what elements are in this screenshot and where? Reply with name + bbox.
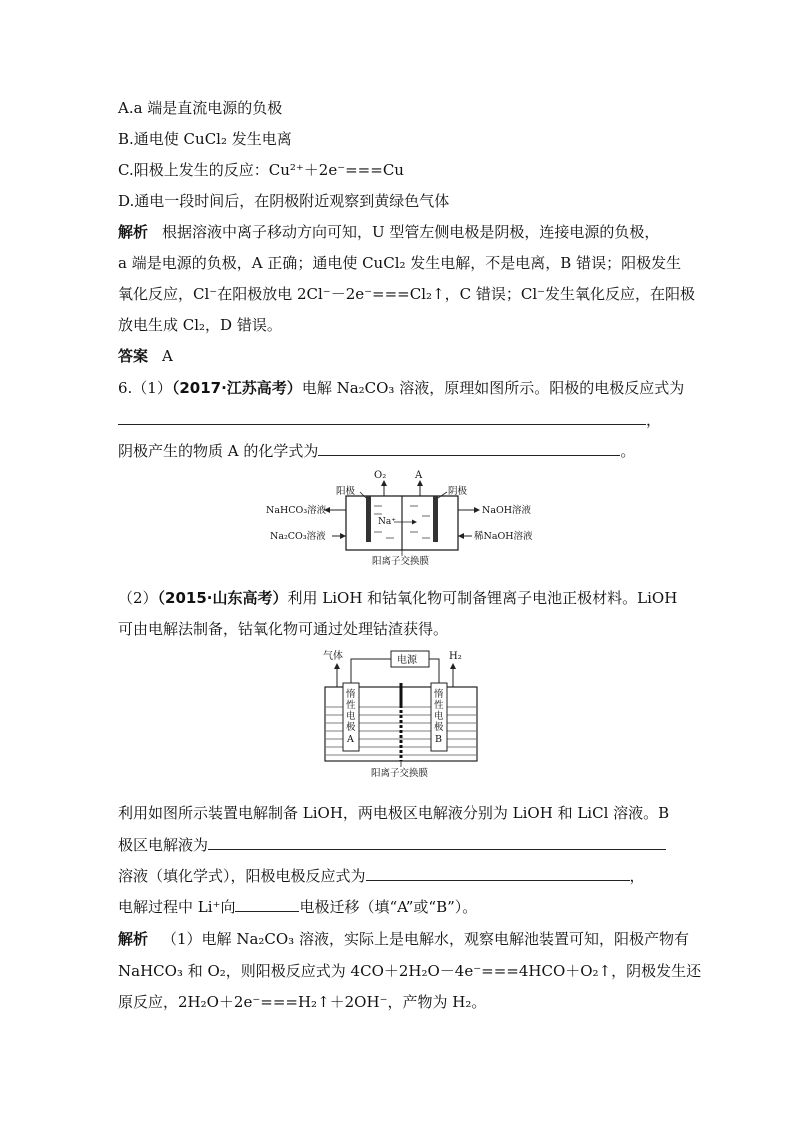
option-c: C.阳极上发生的反应：Cu²⁺＋2e⁻===Cu: [118, 161, 404, 179]
svg-text:电: 电: [346, 711, 356, 722]
fig1-nahco3-label: NaHCO₃溶液: [266, 505, 327, 516]
answer-blank-b-electrolyte[interactable]: [208, 835, 666, 850]
fig1-na2co3-label: Na₂CO₃溶液: [270, 531, 326, 542]
fig1-membrane-label: 阳离子交换膜: [372, 556, 430, 566]
option-b: B.通电使 CuCl₂ 发生电离: [118, 130, 292, 148]
fig1-na2co3-arrow-icon: [340, 533, 346, 539]
option-a: A.a 端是直流电源的负极: [118, 99, 283, 117]
q6-part2-body-2: [118, 835, 666, 855]
fig1-o2-label: O₂: [374, 470, 387, 481]
fig2-power-label: 电源: [397, 655, 417, 666]
fig2-h2-label: H₂: [449, 651, 462, 662]
q6-part1-prefix: 6.（1）: [118, 379, 172, 397]
svg-text:性: 性: [346, 700, 356, 711]
svg-text:极: 极: [346, 722, 356, 733]
fig1-dilute-naoh-label: 稀NaOH溶液: [474, 531, 533, 542]
svg-text:性: 性: [434, 700, 444, 711]
q6-part2-body-3-text: 溶液（填化学式），阳极电极反应式为: [118, 867, 366, 885]
q6-part2-body-4: [118, 897, 477, 917]
fig2-wire-left: [351, 659, 391, 683]
svg-text:惰: 惰: [434, 689, 444, 700]
q5-analysis-line-4: 放电生成 Cl₂，D 错误。: [118, 316, 282, 334]
q6-part2-prefix: （2）: [118, 589, 158, 607]
q6-part1-text: 电解 Na₂CO₃ 溶液，原理如图所示。阳极的电极反应式为: [301, 379, 685, 397]
q5-answer-value: A: [162, 347, 173, 365]
q6-analysis-label: 解析: [118, 930, 149, 948]
q6-part1-line3-prefix: 阴极产生的物质 A 的化学式为: [118, 442, 319, 460]
q5-answer: [118, 346, 173, 366]
fig1-anode-electrode: [366, 496, 371, 542]
svg-text:A: A: [347, 734, 354, 745]
q5-analysis-line-1: [118, 222, 659, 242]
q6-part2-source: （2015·山东高考）: [157, 589, 288, 607]
answer-blank-anode-reaction[interactable]: [366, 866, 630, 881]
fig2-membrane-label: 阳离子交换膜: [371, 768, 429, 777]
q6-analysis-line-1: [118, 929, 689, 949]
q5-analysis-line-3: 氧化反应，Cl⁻在阳极放电 2Cl⁻－2e⁻===Cl₂↑，C 错误；Cl⁻发生氧化反应，在阳极: [118, 285, 696, 303]
q6-part2-body-4-prefix: 电解过程中 Li⁺向: [118, 898, 236, 916]
fig1-ion-arrow-icon: [412, 520, 417, 525]
q6-part1-line-2: [118, 410, 661, 430]
answer-blank-li-direction[interactable]: [235, 897, 299, 912]
q6-analysis-text-1: （1）电解 Na₂CO₃ 溶液，实际上是电解水，观察电解池装置可知，阳极产物有: [162, 930, 689, 948]
fig1-a-label: A: [415, 470, 423, 481]
svg-text:B: B: [435, 734, 442, 745]
svg-text:惰: 惰: [346, 689, 356, 700]
figure-2-lioh-electrolysis: [323, 647, 483, 777]
answer-blank-anode-equation[interactable]: [118, 410, 646, 425]
svg-text:极: 极: [434, 722, 444, 733]
q6-part1-source: （2017·江苏高考）: [171, 379, 302, 397]
svg-text:电: 电: [434, 711, 444, 722]
q5-analysis-line-2: a 端是电源的负极，A 正确；通电使 CuCl₂ 发生电解，不是电离，B 错误；阳极发生: [118, 254, 682, 272]
q6-part2-body-4-suffix: 电极迁移（填“A”或“B”）。: [299, 898, 478, 916]
fig2-h2-arrow-icon: [450, 663, 456, 669]
fig1-cathode-electrode: [433, 496, 438, 542]
q5-answer-label: 答案: [118, 347, 149, 365]
option-d: D.通电一段时间后，在阴极附近观察到黄绿色气体: [118, 192, 450, 210]
fig2-wire-right: [429, 659, 439, 683]
fig1-anode-label: 阳极: [336, 486, 356, 497]
figure-1-electrolysis-na2co3: [262, 466, 542, 566]
q6-part2-body-2-text: 极区电解液为: [118, 836, 209, 854]
q6-analysis-line-3: 原反应，2H₂O＋2e⁻===H₂↑＋2OH⁻，产物为 H₂。: [118, 993, 487, 1011]
q6-part1-line-3: [118, 441, 635, 461]
fig1-naoh-arrow-icon: [474, 507, 480, 513]
q6-part1-line3-end: 。: [620, 442, 636, 460]
q6-part2-line-2: 可由电解法制备，钴氧化物可通过处理钴渣获得。: [118, 620, 449, 638]
fig1-dilute-naoh-arrow-icon: [458, 533, 464, 539]
fig1-cathode-label: 阴极: [448, 486, 468, 497]
q6-part2-body-3: [118, 866, 645, 886]
q6-part2-body-1: 利用如图所示装置电解制备 LiOH，两电极区电解液分别为 LiOH 和 LiCl 溶液。B: [118, 804, 670, 822]
q6-part2-text: 利用 LiOH 和钴氧化物可制备锂离子电池正极材料。LiOH: [287, 589, 678, 607]
fig1-na-ion-label: Na⁺: [378, 517, 396, 527]
q6-part2-line-1: [118, 588, 677, 608]
q6-part1-line-1: [118, 378, 684, 398]
q5-analysis-label: 解析: [118, 223, 149, 241]
q6-part1-comma: ，: [646, 411, 662, 429]
fig1-anode-leader: [360, 492, 366, 498]
q6-analysis-line-2: NaHCO₃ 和 O₂，则阳极反应式为 4CO＋2H₂O－4e⁻===4HCO＋O₂↑，阴极发生还: [118, 962, 702, 980]
q5-analysis-text-1: 根据溶液中离子移动方向可知，U 型管左侧电极是阴极，连接电源的负极，: [162, 223, 660, 241]
answer-blank-substance-a[interactable]: [318, 441, 620, 456]
fig2-gas-arrow-icon: [334, 663, 340, 669]
fig1-cathode-leader: [438, 492, 447, 498]
fig2-gas-label: 气体: [323, 651, 343, 662]
fig1-naoh-label: NaOH溶液: [482, 505, 532, 516]
q6-part2-body-3-end: ，: [629, 867, 645, 885]
